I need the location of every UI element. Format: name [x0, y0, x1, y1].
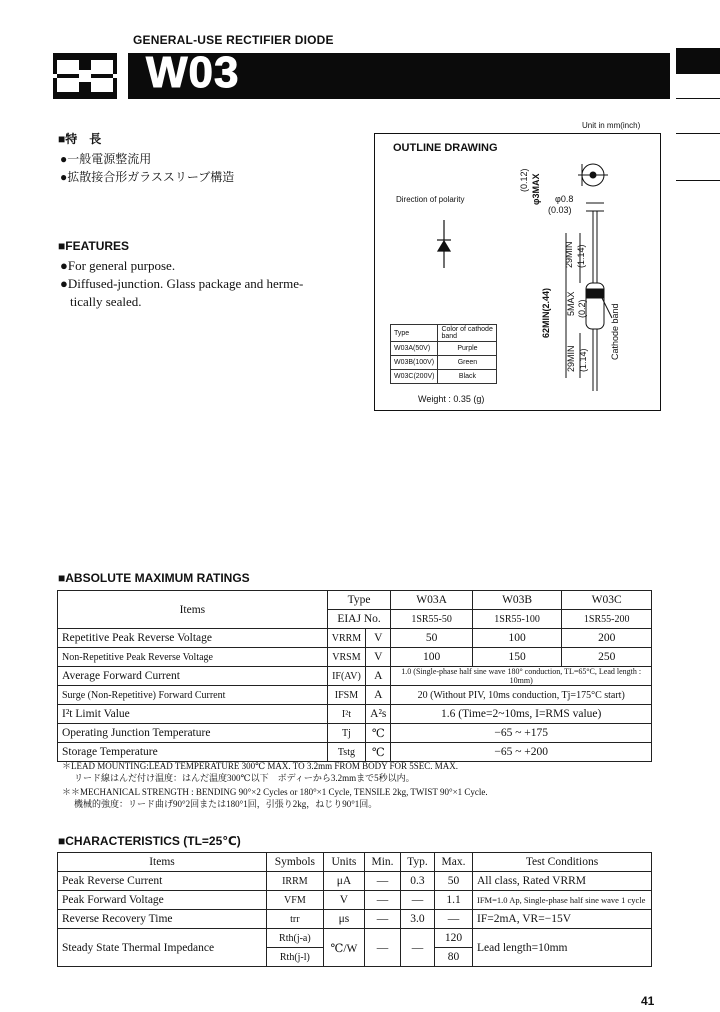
footnote: ＊＊MECHANICAL STRENGTH : BENDING 90°×2 Cycles or 180°×1 Cycle, TENSILE 2kg, TWIST 90°×1 Cycle.	[62, 787, 488, 797]
type-column-header: W03C	[562, 591, 652, 610]
index-divider	[676, 133, 720, 134]
feature-item: tically sealed.	[70, 294, 142, 309]
table-header: Symbols	[267, 853, 324, 872]
value-cell: 20 (Without PIV, 10ms conduction, Tj=175°C start)	[391, 686, 652, 705]
item-cell: I²t Limit Value	[58, 705, 328, 724]
end-view-icon	[578, 164, 608, 186]
max-cell: —	[435, 910, 473, 929]
table-row	[391, 356, 497, 370]
features-jp-item: ●拡散接合形ガラススリーブ構造	[60, 170, 235, 184]
dimension-label: φ0.8	[555, 194, 574, 204]
document-subtitle: GENERAL-USE RECTIFIER DIODE	[133, 33, 334, 47]
color-cell: Black	[438, 370, 497, 384]
unit-cell: μs	[323, 910, 364, 929]
table-header: Min.	[365, 853, 401, 872]
index-divider	[676, 98, 720, 99]
value-cell: −65 ~ +175	[391, 724, 652, 743]
typ-cell: —	[400, 891, 434, 910]
value-cell: 200	[562, 629, 652, 648]
table-header: Test Conditions	[473, 853, 652, 872]
table-row	[58, 872, 652, 891]
symbol-cell: IF(AV)	[327, 667, 365, 686]
unit-cell: ℃	[366, 724, 391, 743]
max-cell: 120	[435, 929, 473, 948]
min-cell: —	[365, 929, 401, 967]
value-cell: 100	[391, 648, 472, 667]
table-header: Items	[58, 591, 328, 629]
amr-heading: ■ABSOLUTE MAXIMUM RATINGS	[58, 571, 250, 585]
table-header: EIAJ No.	[327, 610, 391, 629]
condition-cell: IF=2mA, VR=−15V	[473, 910, 652, 929]
cathode-band-label: Cathode band	[610, 303, 620, 360]
dimension-label: 29MIN	[564, 241, 574, 268]
dimension-label: 5MAX	[566, 291, 576, 316]
item-cell: Non-Repetitive Peak Reverse Voltage	[58, 648, 328, 667]
absolute-maximum-ratings-table	[57, 590, 652, 762]
symbol-cell: Rth(j-a)	[267, 929, 324, 948]
type-cell: W03A(50V)	[391, 342, 438, 356]
min-cell: —	[365, 872, 401, 891]
characteristics-heading: ■CHARACTERISTICS (TL=25℃)	[58, 834, 241, 848]
eiaj-cell: 1SR55-50	[391, 610, 472, 629]
color-cell: Purple	[438, 342, 497, 356]
characteristics-table	[57, 852, 652, 967]
features-jp-heading: ■特 長	[58, 132, 102, 146]
item-cell: Repetitive Peak Reverse Voltage	[58, 629, 328, 648]
type-cell: W03C(200V)	[391, 370, 438, 384]
dimension-label: (0.12)	[519, 168, 529, 192]
cathode-band-table	[390, 324, 497, 384]
condition-cell: IFM=1.0 Ap, Single-phase half sine wave 1 cycle	[473, 891, 652, 910]
unit-cell: V	[366, 648, 391, 667]
value-cell: 250	[562, 648, 652, 667]
rectifier-logo-icon	[53, 53, 117, 99]
item-cell: Storage Temperature	[58, 743, 328, 762]
symbol-cell: IRRM	[267, 872, 324, 891]
max-cell: 50	[435, 872, 473, 891]
symbol-cell: Tj	[327, 724, 365, 743]
value-cell: −65 ~ +200	[391, 743, 652, 762]
table-row	[58, 929, 652, 948]
value-cell: 150	[472, 648, 562, 667]
unit-cell: A	[366, 667, 391, 686]
unit-cell: A	[366, 686, 391, 705]
dimension-label: (1.14)	[576, 244, 586, 268]
dimension-label: (0.2)	[577, 299, 587, 318]
item-cell: Surge (Non-Repetitive) Forward Current	[58, 686, 328, 705]
brand-logo	[53, 53, 117, 99]
symbol-cell: VRRM	[327, 629, 365, 648]
typ-cell: 0.3	[400, 872, 434, 891]
dimension-label: (0.03)	[548, 205, 572, 215]
diode-symbol-icon	[437, 220, 451, 268]
symbol-cell: I²t	[327, 705, 365, 724]
value-cell: 100	[472, 629, 562, 648]
symbol-cell: trr	[267, 910, 324, 929]
table-row	[58, 667, 652, 686]
footnote: ＊LEAD MOUNTING:LEAD TEMPERATURE 300℃ MAX. TO 3.2mm FROM BODY FOR 5SEC. MAX.	[62, 761, 459, 771]
type-column-header: W03A	[391, 591, 472, 610]
unit-cell: μA	[323, 872, 364, 891]
max-cell: 1.1	[435, 891, 473, 910]
table-header: Type	[391, 325, 438, 342]
unit-cell: A²s	[366, 705, 391, 724]
unit-cell: ℃	[366, 743, 391, 762]
item-cell: Peak Reverse Current	[58, 872, 267, 891]
unit-cell: ℃/W	[323, 929, 364, 967]
table-header: Units	[323, 853, 364, 872]
table-row	[58, 705, 652, 724]
footnote: 機械的強度：リード曲げ90°2回または180°1回，引張り2kg，ねじり90°1回。	[74, 799, 378, 809]
page-number: 41	[641, 994, 655, 1008]
eiaj-cell: 1SR55-100	[472, 610, 562, 629]
feature-item: ●Diffused-junction. Glass package and herme-	[60, 276, 304, 291]
weight-label: Weight : 0.35 (g)	[418, 394, 485, 404]
features-heading: ■FEATURES	[58, 239, 130, 253]
dimension-label: 62MIN(2.44)	[541, 287, 551, 338]
table-row	[58, 724, 652, 743]
table-header: Items	[58, 853, 267, 872]
table-header: Max.	[435, 853, 473, 872]
table-row	[58, 891, 652, 910]
table-row	[58, 686, 652, 705]
dimension-label: φ3MAX	[531, 173, 541, 205]
symbol-cell: Rth(j-l)	[267, 948, 324, 967]
item-cell: Peak Forward Voltage	[58, 891, 267, 910]
typ-cell: —	[400, 929, 434, 967]
symbol-cell: VFM	[267, 891, 324, 910]
item-cell: Reverse Recovery Time	[58, 910, 267, 929]
max-cell: 80	[435, 948, 473, 967]
unit-cell: V	[366, 629, 391, 648]
dimension-label: 29MIN	[566, 345, 576, 372]
footnote: リード線はんだ付け温度：はんだ温度300℃以下 ボディーから3.2mmまで5秒以内。	[74, 773, 415, 783]
typ-cell: 3.0	[400, 910, 434, 929]
eiaj-cell: 1SR55-200	[562, 610, 652, 629]
condition-cell: All class, Rated VRRM	[473, 872, 652, 891]
table-row	[58, 743, 652, 762]
value-cell: 1.0 (Single-phase half sine wave 180° conduction, TL=65°C, Lead length : 10mm)	[391, 667, 652, 686]
type-cell: W03B(100V)	[391, 356, 438, 370]
table-header: Type	[327, 591, 391, 610]
table-row	[391, 370, 497, 384]
value-cell: 50	[391, 629, 472, 648]
index-divider	[676, 180, 720, 181]
min-cell: —	[365, 910, 401, 929]
page-title: W03	[146, 48, 240, 97]
item-cell: Steady State Thermal Impedance	[58, 929, 267, 967]
symbol-cell: IFSM	[327, 686, 365, 705]
min-cell: —	[365, 891, 401, 910]
outline-title: OUTLINE DRAWING	[393, 142, 498, 154]
symbol-cell: Tstg	[327, 743, 365, 762]
unit-cell: V	[323, 891, 364, 910]
table-header: Color of cathode band	[438, 325, 497, 342]
table-row	[391, 342, 497, 356]
table-row	[58, 629, 652, 648]
value-cell: 1.6 (Time=2~10ms, I=RMS value)	[391, 705, 652, 724]
type-column-header: W03B	[472, 591, 562, 610]
table-row	[58, 910, 652, 929]
features-jp-item: ●一般電源整流用	[60, 152, 152, 166]
dimension-label: (1.14)	[578, 348, 588, 372]
polarity-label: Direction of polarity	[396, 195, 465, 204]
table-header: Typ.	[400, 853, 434, 872]
index-tab	[676, 48, 720, 74]
symbol-cell: VRSM	[327, 648, 365, 667]
condition-cell: Lead length=10mm	[473, 929, 652, 967]
color-cell: Green	[438, 356, 497, 370]
unit-note: Unit in mm(inch)	[582, 121, 641, 130]
item-cell: Operating Junction Temperature	[58, 724, 328, 743]
feature-item: ●For general purpose.	[60, 258, 176, 273]
item-cell: Average Forward Current	[58, 667, 328, 686]
table-row	[58, 648, 652, 667]
